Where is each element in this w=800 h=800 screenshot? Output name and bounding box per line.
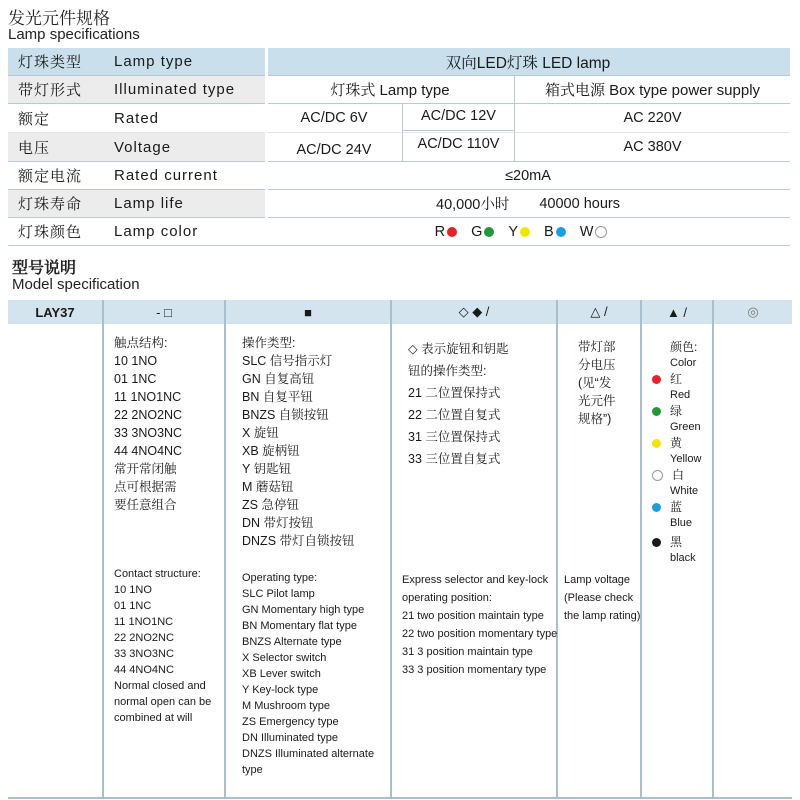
text-line: ZS 急停钮: [242, 498, 299, 512]
text-line: SLC Pilot lamp: [242, 588, 315, 600]
lamp-color-letter: W: [579, 223, 594, 240]
text-line: 11 1NO1NC: [114, 616, 174, 628]
color-name-cn: 黄: [670, 436, 683, 450]
text-line: 分电压: [578, 358, 616, 372]
text-line: 触点结构:: [114, 336, 168, 350]
text-line: (Please check: [564, 592, 634, 604]
color-name-cn: 黑: [670, 535, 683, 549]
color-dot-icon: [652, 407, 661, 416]
spec-row-illuminated-type: [8, 76, 790, 103]
text-line: 33 3NO3NC: [114, 648, 174, 660]
text-line: BN 自复平钮: [242, 390, 313, 404]
model-header-lay37: LAY37: [8, 300, 102, 324]
text-line: 33 3NO3NC: [114, 426, 183, 440]
row-label-cn: 带灯形式: [18, 82, 83, 99]
text-line: Normal closed and: [114, 680, 206, 692]
color-name-en: black: [670, 552, 696, 564]
color-title: 颜色:: [670, 340, 698, 354]
operating-type-cn: [242, 334, 355, 550]
lamp-voltage-cn: [578, 338, 616, 428]
text-line: (见“发: [578, 376, 612, 390]
text-line: Operating type:: [242, 572, 318, 584]
text-line: 31 三位置保持式: [408, 430, 501, 444]
color-dot-icon: [595, 226, 607, 238]
color-list: [652, 338, 701, 565]
text-line: the lamp rating): [564, 610, 641, 622]
color-item: [652, 533, 701, 549]
text-line: 操作类型:: [242, 336, 296, 350]
selector-type-en: [402, 571, 557, 679]
text-line: 常开常闭触: [114, 462, 177, 476]
color-item: [652, 434, 701, 450]
text-line: DN 带灯按钮: [242, 516, 314, 530]
lamp-spec-table: [8, 48, 790, 248]
text-line: ZS Emergency type: [242, 716, 339, 728]
color-title: Color: [670, 357, 697, 369]
row-label-cn: 额定: [18, 110, 51, 128]
text-line: BNZS Alternate type: [242, 636, 342, 648]
text-line: BN Momentary flat type: [242, 620, 357, 632]
text-line: 钮的操作类型:: [408, 364, 487, 378]
text-line: 规格”): [578, 412, 612, 426]
text-line: 01 1NC: [114, 600, 152, 612]
text-line: Contact structure:: [114, 568, 201, 580]
text-line: 光元件: [578, 394, 616, 408]
color-dot-icon: [484, 227, 494, 237]
spec-row-current: [8, 162, 790, 189]
text-line: combined at will: [114, 712, 193, 724]
lamp-color-letter: Y: [508, 223, 519, 240]
voltage-220v: AC 220V: [623, 110, 682, 126]
text-line: operating position:: [402, 592, 492, 604]
row-label-cn: 灯珠类型: [18, 54, 83, 71]
spec-row-lamp-type: [8, 48, 790, 75]
model-header-selector: ◇ ◆ /: [392, 300, 556, 324]
row-label-cn: 灯珠寿命: [18, 196, 83, 213]
color-item: [652, 402, 701, 418]
color-item: [652, 466, 701, 482]
text-line: DNZS 带灯自锁按钮: [242, 534, 355, 548]
color-dot-icon: [447, 227, 457, 237]
lamp-spec-title-en: Lamp specifications: [8, 26, 140, 43]
color-name-en: Red: [670, 389, 691, 401]
color-item: [652, 370, 701, 386]
color-dot-icon: [652, 439, 661, 448]
text-line: 33 3 position momentary type: [402, 664, 547, 676]
voltage-24v: AC/DC 24V: [296, 142, 372, 158]
lamp-color-letter: B: [544, 223, 554, 240]
voltage-380v: AC 380V: [623, 139, 682, 155]
text-line: 22 2NO2NC: [114, 632, 174, 644]
color-name-en: Green: [670, 421, 701, 433]
color-name-en: Yellow: [670, 453, 702, 465]
color-dot-icon: [652, 538, 661, 547]
text-line: 10 1NO: [114, 584, 152, 596]
model-spec-title-cn: 型号说明: [12, 260, 77, 277]
text-line: type: [242, 764, 263, 776]
text-line: XB 旋柄钮: [242, 444, 300, 458]
row-label-cn: 额定电流: [18, 168, 83, 185]
lamp-voltage-en: [564, 571, 640, 625]
text-line: Lamp voltage: [564, 574, 631, 586]
row-label-en: Rated: [114, 109, 160, 127]
color-name-cn: 蓝: [670, 500, 683, 514]
model-header-color: ▲ /: [642, 300, 712, 324]
color-name-en: Blue: [670, 517, 693, 529]
text-line: 01 1NC: [114, 372, 157, 386]
text-line: 44 4NO4NC: [114, 444, 183, 458]
color-dot-icon: [520, 227, 530, 237]
selector-type-cn: [408, 338, 509, 470]
text-line: 33 三位置自复式: [408, 452, 501, 466]
text-line: M 蘑菇钮: [242, 480, 294, 494]
color-dot-icon: [652, 503, 661, 512]
box-power-cell: 箱式电源 Box type power supply: [515, 76, 790, 103]
model-header-operating: ■: [226, 300, 390, 324]
text-line: DNZS Illuminated alternate: [242, 748, 375, 760]
color-name-en: White: [670, 485, 699, 497]
text-line: 21 two position maintain type: [402, 610, 544, 622]
row-label-cn: 电压: [18, 139, 51, 157]
text-line: 22 二位置自复式: [408, 408, 501, 422]
voltage-110v: AC/DC 110V: [417, 136, 500, 152]
text-line: Y 钥匙钮: [242, 462, 292, 476]
model-header-contact: - □: [104, 300, 224, 324]
lamp-life-cn: 40,000小时: [436, 197, 510, 213]
color-name-cn: 绿: [670, 404, 683, 418]
lamp-type-cell: 灯珠式 Lamp type: [266, 76, 514, 103]
operating-type-en: [242, 570, 374, 778]
text-line: 带灯部: [578, 340, 616, 354]
spec-row-lamp-life: [8, 190, 790, 217]
lamp-color-cell: [266, 218, 790, 245]
led-lamp-cell: 双向LED灯珠 LED lamp: [266, 48, 790, 75]
model-spec-title-en: Model specification: [12, 276, 140, 293]
text-line: DN Illuminated type: [242, 732, 338, 744]
text-line: BNZS 自锁按钮: [242, 408, 329, 422]
color-dot-icon: [652, 375, 661, 384]
text-line: SLC 信号指示灯: [242, 354, 333, 368]
lamp-life-cell: [266, 190, 790, 217]
lamp-color-letter: G: [471, 223, 483, 240]
voltage-6v: AC/DC 6V: [300, 110, 368, 126]
contact-structure-en: [114, 566, 211, 726]
text-line: ◇ 表示旋钮和钥匙: [408, 342, 509, 356]
row-label-en: Voltage: [114, 138, 172, 156]
contact-structure-cn: [114, 334, 182, 514]
color-dot-icon: [556, 227, 566, 237]
row-label-cn: 灯珠颜色: [18, 224, 83, 241]
text-line: 11 1NO1NC: [114, 390, 182, 404]
text-line: GN Momentary high type: [242, 604, 365, 616]
text-line: X Selector switch: [242, 652, 327, 664]
color-name-cn: 白: [672, 468, 685, 482]
row-label-en: Lamp life: [114, 195, 184, 212]
text-line: 44 4NO4NC: [114, 664, 174, 676]
model-header-other: ◎: [714, 300, 792, 324]
row-label-en: Lamp type: [114, 53, 194, 70]
text-line: normal open can be: [114, 696, 212, 708]
text-line: XB Lever switch: [242, 668, 321, 680]
text-line: 点可根据需: [114, 480, 177, 494]
text-line: 22 2NO2NC: [114, 408, 183, 422]
text-line: 21 二位置保持式: [408, 386, 501, 400]
color-dot-icon: [652, 470, 663, 481]
text-line: X 旋钮: [242, 426, 279, 440]
text-line: Y Key-lock type: [242, 684, 319, 696]
text-line: 10 1NO: [114, 354, 158, 368]
text-line: Express selector and key-lock: [402, 574, 549, 586]
row-label-en: Rated current: [114, 167, 218, 184]
lamp-life-en: 40000 hours: [539, 195, 620, 212]
row-label-en: Illuminated type: [114, 81, 236, 98]
current-cell: ≤20mA: [505, 167, 551, 184]
text-line: 22 two position momentary type: [402, 628, 558, 640]
spec-row-lamp-color: [8, 218, 790, 245]
text-line: 要任意组合: [114, 498, 177, 512]
text-line: GN 自复高钮: [242, 372, 315, 386]
color-item: [652, 498, 701, 514]
color-name-cn: 红: [670, 372, 683, 386]
voltage-12v: AC/DC 12V: [421, 108, 496, 124]
text-line: 31 3 position maintain type: [402, 646, 533, 658]
row-label-en: Lamp color: [114, 223, 199, 240]
lamp-spec-title-cn: 发光元件规格: [8, 9, 110, 28]
lamp-color-letter: R: [434, 223, 446, 240]
text-line: M Mushroom type: [242, 700, 331, 712]
model-header-voltage: △ /: [558, 300, 640, 324]
